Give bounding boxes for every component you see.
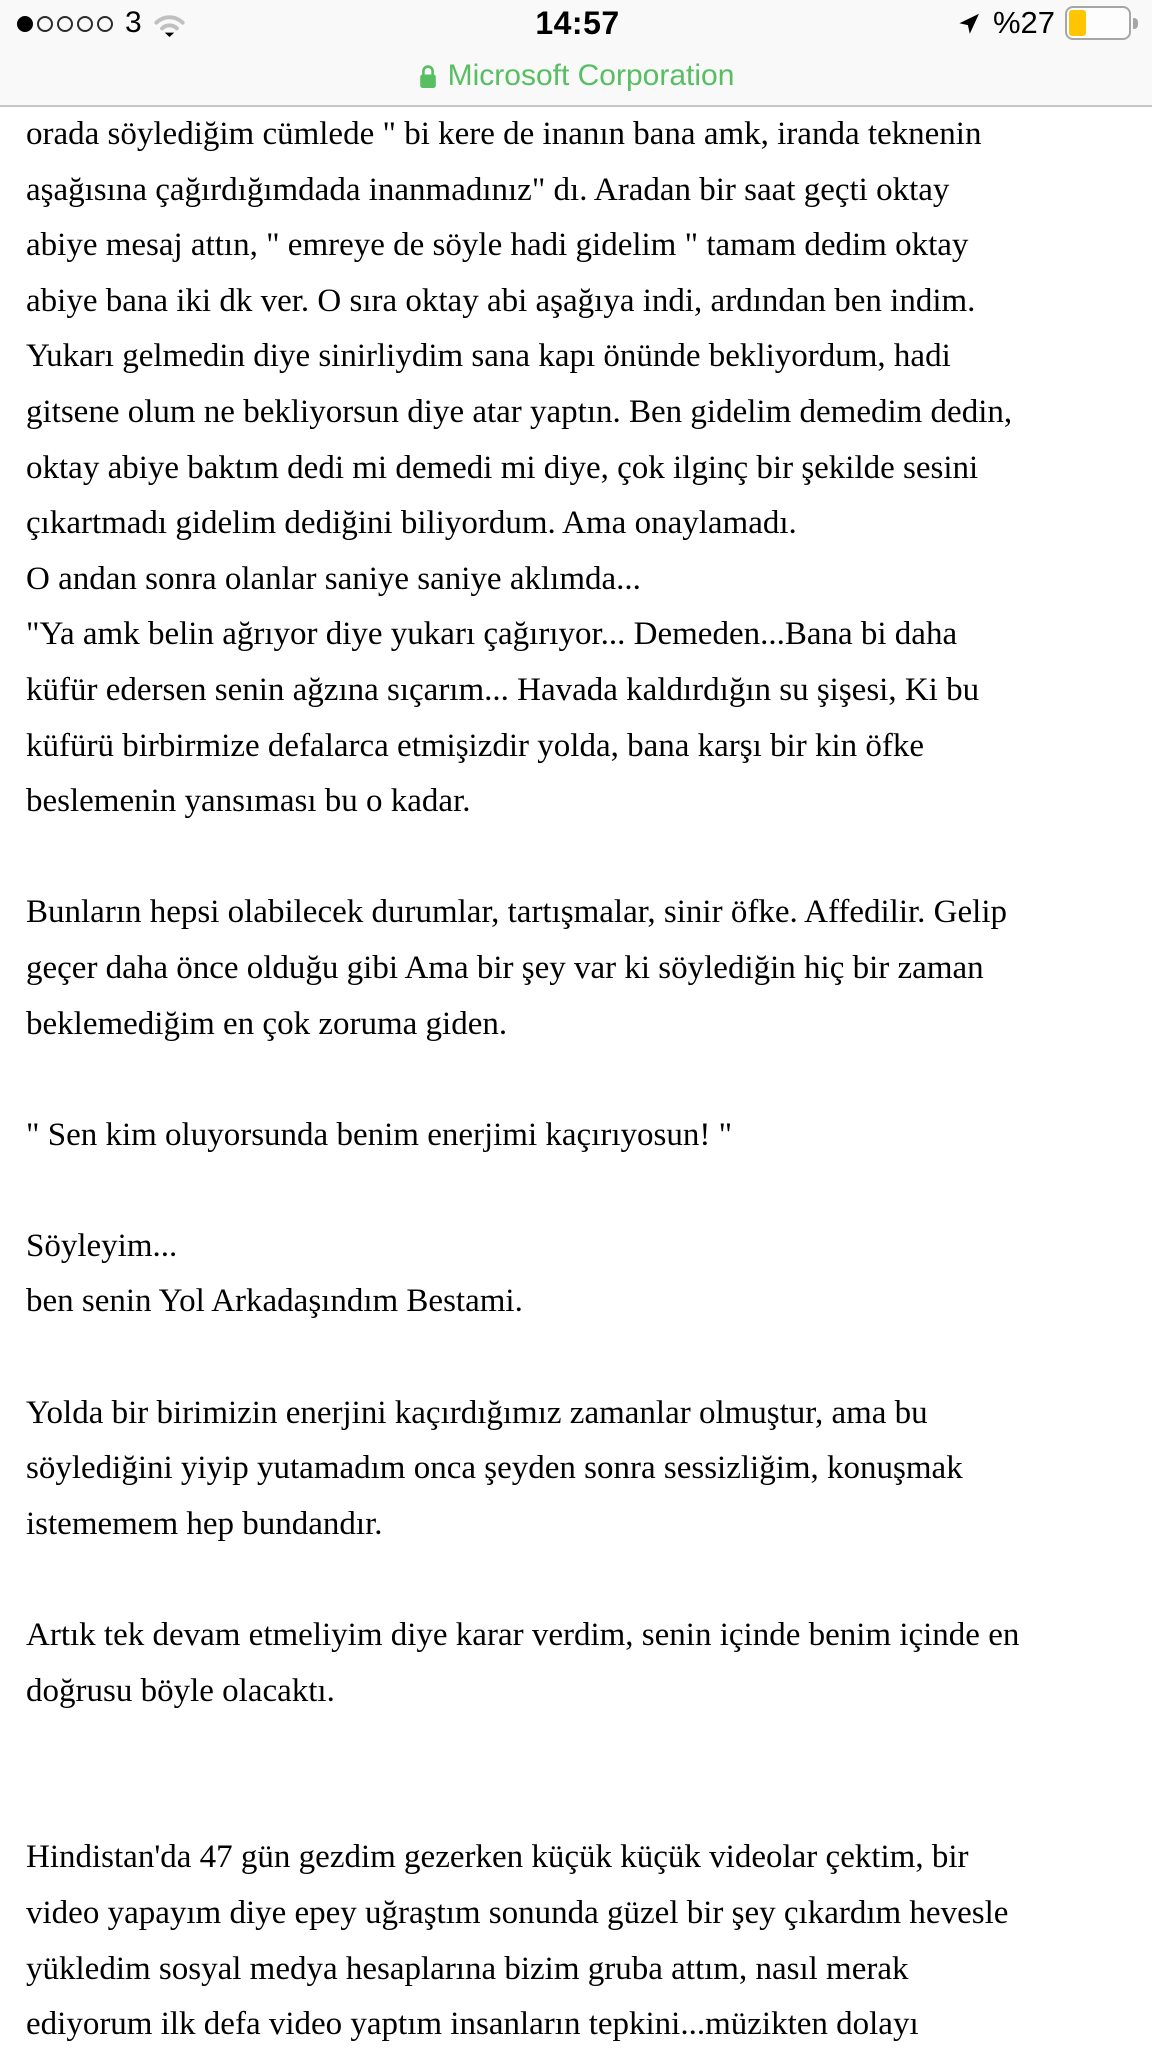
- text-line: [26, 1719, 1126, 1775]
- text-line: Bunların hepsi olabilecek durumlar, tartışmalar, sinir öfke. Affedilir. Gelip: [26, 894, 1007, 931]
- status-bar-left: [17, 8, 535, 38]
- text-line: gitsene olum ne bekliyorsun diye atar yaptın. Ben gidelim demedim dedin,: [26, 393, 1013, 430]
- battery-nub: [1133, 18, 1138, 29]
- battery-body: [1065, 6, 1131, 40]
- text-line: söylediğini yiyip yutamadım onca şeyden sonra sessizliğim, konuşmak: [26, 1450, 963, 1487]
- text-line: [26, 1552, 1126, 1608]
- text-line: oktay abiye baktım dedi mi demedi mi diye, çok ilginç bir şekilde sesini: [26, 449, 979, 486]
- text-line: yükledim sosyal medya hesaplarına bizim gruba attım, nasıl merak: [26, 1950, 909, 1987]
- site-name: Microsoft Corporation: [447, 58, 735, 92]
- text-line: beslemenin yansıması bu o kadar.: [26, 783, 471, 820]
- status-bar-right: [620, 5, 1138, 41]
- text-line: abiye mesaj attın, " emreye de söyle hadi gidelim " tamam dedim oktay: [26, 227, 969, 264]
- text-line: [26, 1775, 1126, 1831]
- text-line: [26, 1052, 1126, 1108]
- page-content: [0, 107, 1152, 2046]
- text-line: [26, 1163, 1126, 1219]
- signal-dot: [77, 16, 93, 32]
- signal-dot: [17, 16, 33, 32]
- status-bar: [0, 0, 1152, 46]
- wifi-icon: [154, 13, 185, 37]
- text-line: istememem hep bundandır.: [26, 1505, 383, 1542]
- text-line: [26, 1330, 1126, 1386]
- location-arrow-icon: [957, 12, 981, 36]
- address-bar[interactable]: [0, 46, 1152, 105]
- text-line: doğrusu böyle olacaktı.: [26, 1672, 335, 1709]
- clock-label: 14:57: [535, 4, 620, 41]
- text-line: Artık tek devam etmeliyim diye karar verdim, senin içinde benim içinde en: [26, 1617, 1020, 1654]
- text-line: "Ya amk belin ağrıyor diye yukarı çağırıyor... Demeden...Bana bi daha: [26, 616, 958, 653]
- text-line: ben senin Yol Arkadaşındım Bestami.: [26, 1283, 523, 1320]
- battery-fill: [1069, 10, 1086, 36]
- text-line: küfürü birbirmize defalarca etmişizdir yolda, bana karşı bir kin öfke: [26, 727, 924, 764]
- text-line: beklemediğim en çok zoruma giden.: [26, 1005, 508, 1042]
- lock-icon: [418, 63, 438, 90]
- carrier-label: 3: [125, 6, 142, 39]
- text-line: aşağısına çağırdığımdada inanmadınız" dı. Aradan bir saat geçti oktay: [26, 171, 950, 208]
- text-line: Yukarı gelmedin diye sinirliydim sana kapı önünde bekliyordum, hadi: [26, 338, 951, 375]
- browser-chrome: [0, 0, 1152, 107]
- signal-dot: [97, 16, 113, 32]
- text-line: O andan sonra olanlar saniye saniye aklımda...: [26, 560, 641, 597]
- signal-dots: [17, 16, 113, 32]
- text-line: geçer daha önce olduğu gibi Ama bir şey var ki söylediğin hiç bir zaman: [26, 949, 984, 986]
- text-line: ediyorum ilk defa video yaptım insanların tepkini...müzikten dolayı: [26, 2006, 919, 2043]
- signal-dot: [57, 16, 73, 32]
- text-line: abiye bana iki dk ver. O sıra oktay abi aşağıya indi, ardından ben indim.: [26, 282, 976, 319]
- text-line: [26, 830, 1126, 886]
- text-line: " Sen kim oluyorsunda benim enerjimi kaçırıyosun! ": [26, 1116, 733, 1153]
- signal-dot: [37, 16, 53, 32]
- article-text: [26, 107, 1126, 2046]
- text-line: Hindistan'da 47 gün gezdim gezerken küçük küçük videolar çektim, bir: [26, 1839, 969, 1876]
- text-line: Yolda bir birimizin enerjini kaçırdığımız zamanlar olmuştur, ama bu: [26, 1394, 928, 1431]
- text-line: orada söylediğim cümlede " bi kere de inanın bana amk, iranda teknenin: [26, 116, 982, 152]
- battery-percent-label: %27: [992, 5, 1055, 40]
- text-line: küfür edersen senin ağzına sıçarım... Havada kaldırdığın su şişesi, Ki bu: [26, 671, 980, 708]
- text-line: video yapayım diye epey uğraştım sonunda güzel bir şey çıkardım hevesle: [26, 1895, 1009, 1931]
- text-line: çıkartmadı gidelim dediğini biliyordum. Ama onaylamadı.: [26, 505, 797, 542]
- text-line: Söyleyim...: [26, 1227, 178, 1264]
- battery-icon: [1065, 6, 1138, 40]
